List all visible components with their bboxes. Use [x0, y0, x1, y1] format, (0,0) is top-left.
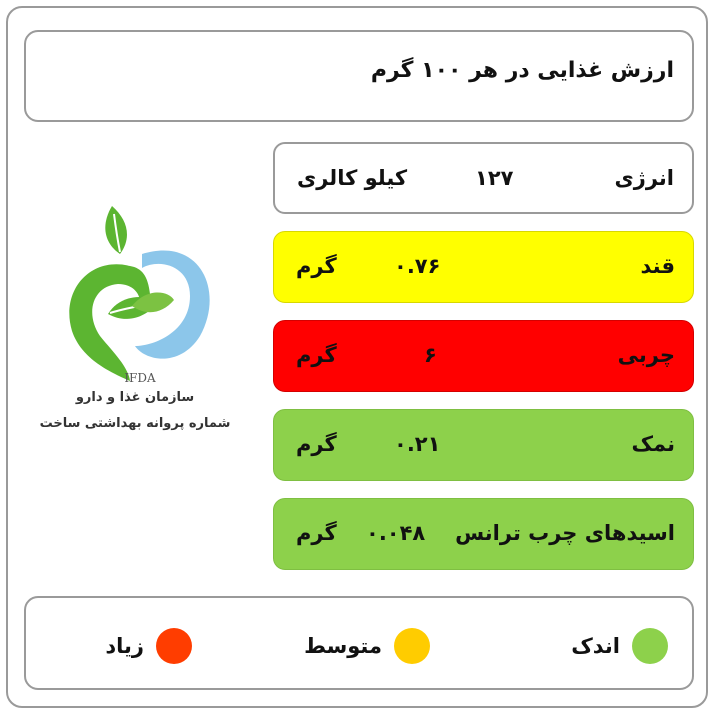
- nutrient-unit: گرم: [296, 521, 337, 545]
- nutrient-label: انرژی: [614, 166, 674, 190]
- row-sugar: [273, 231, 694, 303]
- legend-label: اندک: [571, 634, 620, 658]
- nutrient-unit: گرم: [296, 254, 337, 278]
- yellow-dot-icon: [394, 628, 430, 664]
- nutrient-unit: کیلو کالری: [297, 166, 408, 190]
- red-dot-icon: [156, 628, 192, 664]
- row-salt: [273, 409, 694, 481]
- legend-low: [571, 626, 668, 666]
- legend-high: [105, 626, 192, 666]
- nutrient-label: نمک: [631, 432, 675, 456]
- legend-medium: [304, 626, 430, 666]
- nutrient-value: ۱۲۷: [475, 166, 514, 190]
- logo-text: IFDA: [124, 371, 156, 385]
- nutrient-label: اسیدهای چرب ترانس: [455, 521, 675, 545]
- green-dot-icon: [632, 628, 668, 664]
- nutrition-title: ارزش غذایی در هر ۱۰۰ گرم: [370, 58, 674, 83]
- legend-label: متوسط: [304, 634, 382, 658]
- nutrient-value: ۰.۷۶: [394, 254, 441, 278]
- org-name: سازمان غذا و دارو: [75, 390, 195, 405]
- nutrient-value: ۰.۰۴۸: [366, 521, 426, 545]
- license-text: شماره پروانه بهداشتی ساخت: [39, 416, 231, 431]
- title-box: [24, 30, 694, 122]
- nutrient-unit: گرم: [296, 343, 337, 367]
- nutrient-label: چربی: [617, 343, 675, 367]
- nutrient-unit: گرم: [296, 432, 337, 456]
- row-energy: [273, 142, 694, 214]
- nutrient-label: قند: [640, 254, 675, 278]
- nutrient-value: ۶: [424, 343, 437, 367]
- legend-box: [24, 596, 694, 690]
- nutrient-value: ۰.۲۱: [394, 432, 441, 456]
- row-trans-fat: [273, 498, 694, 570]
- ifda-logo-icon: [50, 196, 230, 386]
- row-fat: [273, 320, 694, 392]
- legend-label: زیاد: [105, 634, 144, 658]
